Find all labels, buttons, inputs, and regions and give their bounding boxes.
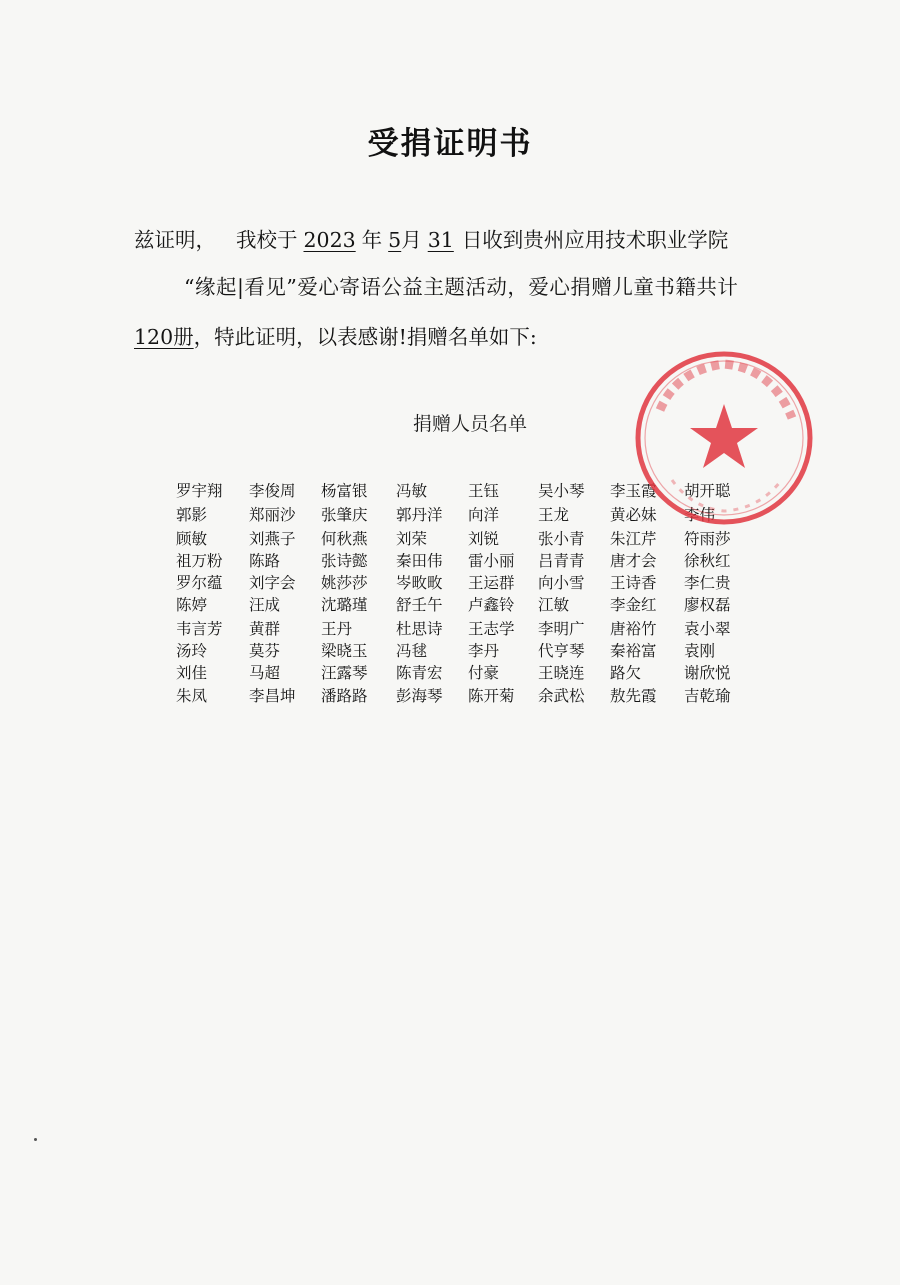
donor-name: 向小雪 <box>538 574 585 593</box>
donor-name: 张肇庆 <box>321 506 368 525</box>
donor-name: 李丹 <box>468 642 500 661</box>
donor-name: 舒壬午 <box>396 596 443 615</box>
donor-name: 李俊周 <box>249 482 296 500</box>
donor-name: 陈路 <box>249 551 281 570</box>
donor-name: 何秋燕 <box>321 529 368 548</box>
donor-name: 秦田伟 <box>396 551 443 570</box>
roster-row <box>176 549 756 571</box>
donor-name: 汤玲 <box>176 642 208 661</box>
roster-heading: 捐赠人员名单 <box>412 413 527 435</box>
donor-name: 陈婷 <box>176 596 208 615</box>
donor-name: 王龙 <box>538 506 570 525</box>
donor-name: 徐秋红 <box>684 551 731 570</box>
donor-name: 秦裕富 <box>610 642 657 661</box>
donor-name: 陈开菊 <box>468 686 515 705</box>
donor-name: 李伟 <box>684 506 716 525</box>
donor-name: 王丹 <box>321 619 353 638</box>
donor-name: 胡开聪 <box>684 482 731 500</box>
donor-name: 刘锐 <box>468 529 500 548</box>
donor-name: 朱凤 <box>176 686 208 705</box>
roster-row <box>176 503 756 525</box>
donor-name: 廖权磊 <box>684 596 731 615</box>
donor-name: 谢欣悦 <box>684 664 731 683</box>
donor-name: 姚莎莎 <box>321 574 368 593</box>
donor-name: 潘路路 <box>321 686 368 705</box>
donor-name: 马超 <box>249 664 281 683</box>
donor-name: 袁刚 <box>684 642 716 661</box>
donor-name: 朱江芹 <box>610 529 657 548</box>
donor-name: 顾敏 <box>176 529 208 548</box>
donor-name: 彭海琴 <box>396 686 443 705</box>
donor-name: 罗宇翔 <box>176 482 223 500</box>
year-unit: 年 <box>361 228 383 252</box>
donor-name: 王晓连 <box>538 664 585 683</box>
certify-lead: 兹证明， <box>134 228 216 252</box>
donor-name: 郑丽沙 <box>249 506 296 525</box>
donor-name: 向洋 <box>468 506 500 525</box>
donor-name: 江敏 <box>538 596 570 615</box>
donor-name: 冯敏 <box>396 482 428 500</box>
donor-name: 郭影 <box>176 506 208 525</box>
roster-row <box>176 661 756 683</box>
donor-name: 陈青宏 <box>396 664 443 683</box>
book-amount: 120册 <box>134 325 194 349</box>
donor-name: 王诗香 <box>610 574 657 593</box>
donor-name: 黄必妹 <box>610 506 657 525</box>
roster-row <box>176 571 756 593</box>
donor-name: 王志学 <box>468 619 515 638</box>
donor-name: 汪成 <box>249 596 281 615</box>
donor-name: 卢鑫铃 <box>468 596 515 615</box>
donor-name: 吉乾瑜 <box>684 686 731 705</box>
paragraph-line-1 <box>134 223 728 253</box>
donor-name: 王钰 <box>468 482 500 500</box>
donor-name: 李明广 <box>538 619 585 638</box>
donor-name: 王运群 <box>468 574 515 593</box>
donor-name: 刘燕子 <box>249 529 296 548</box>
roster-row <box>176 479 756 501</box>
donor-name: 冯毬 <box>396 642 428 661</box>
donor-name: 唐裕竹 <box>610 619 657 638</box>
donor-name: 张小青 <box>538 529 585 548</box>
donor-name: 梁晓玉 <box>321 642 368 661</box>
donor-name: 杜思诗 <box>396 619 443 638</box>
donor-name: 沈璐瑾 <box>321 596 368 615</box>
paragraph-line-3 <box>134 320 537 350</box>
donor-name: 敖先霞 <box>610 686 657 705</box>
donor-name: 路欠 <box>610 664 642 683</box>
donor-name: 李玉霞 <box>610 482 657 500</box>
donor-name: 郭丹洋 <box>396 506 443 525</box>
donor-name: 李金红 <box>610 596 657 615</box>
donor-name: 张诗懿 <box>321 551 368 570</box>
donor-roster <box>176 479 756 706</box>
donor-name: 罗尔蕴 <box>176 574 223 593</box>
date-day: 31 <box>427 228 454 252</box>
donor-name: 付豪 <box>468 664 500 683</box>
roster-row <box>176 593 756 615</box>
donor-name: 吴小琴 <box>538 482 585 500</box>
page-title: 受捐证明书 <box>367 126 533 162</box>
donor-name: 代亨琴 <box>538 642 585 661</box>
donor-name: 符雨莎 <box>684 529 731 548</box>
roster-row <box>176 617 756 639</box>
donor-name: 雷小丽 <box>468 551 515 570</box>
roster-row <box>176 527 756 549</box>
donor-name: 祖万粉 <box>176 551 223 570</box>
date-month: 5 <box>388 228 402 252</box>
paragraph-line-2: “缘起|看见”爱心寄语公益主题活动，爱心捐赠儿童书籍共计 <box>184 275 739 299</box>
line3-rest: ，特此证明，以表感谢!捐赠名单如下: <box>193 325 537 349</box>
scan-speck <box>34 1138 37 1141</box>
date-year: 2023 <box>303 228 356 252</box>
donor-name: 吕青青 <box>538 551 585 570</box>
donor-name: 黄群 <box>249 619 281 638</box>
donor-name: 杨富银 <box>321 482 368 500</box>
month-unit: 月 <box>401 228 422 252</box>
roster-row <box>176 684 756 706</box>
donor-name: 莫芬 <box>249 642 281 661</box>
line1-rest: 日收到贵州应用技术职业学院 <box>461 228 729 252</box>
donor-name: 李昌坤 <box>249 686 296 705</box>
roster-row <box>176 639 756 661</box>
donor-name: 岑畋畋 <box>396 574 443 593</box>
donor-name: 袁小翠 <box>684 619 731 638</box>
donor-name: 汪露琴 <box>321 664 368 683</box>
donor-name: 刘佳 <box>176 664 208 683</box>
donor-name: 刘荣 <box>396 529 428 548</box>
donor-name: 李仁贵 <box>684 574 731 593</box>
donor-name: 韦言芳 <box>176 619 223 638</box>
school-prefix: 我校于 <box>236 228 298 252</box>
donor-name: 唐才会 <box>610 551 657 570</box>
donor-name: 刘字会 <box>249 574 296 593</box>
donor-name: 余武松 <box>538 686 585 705</box>
